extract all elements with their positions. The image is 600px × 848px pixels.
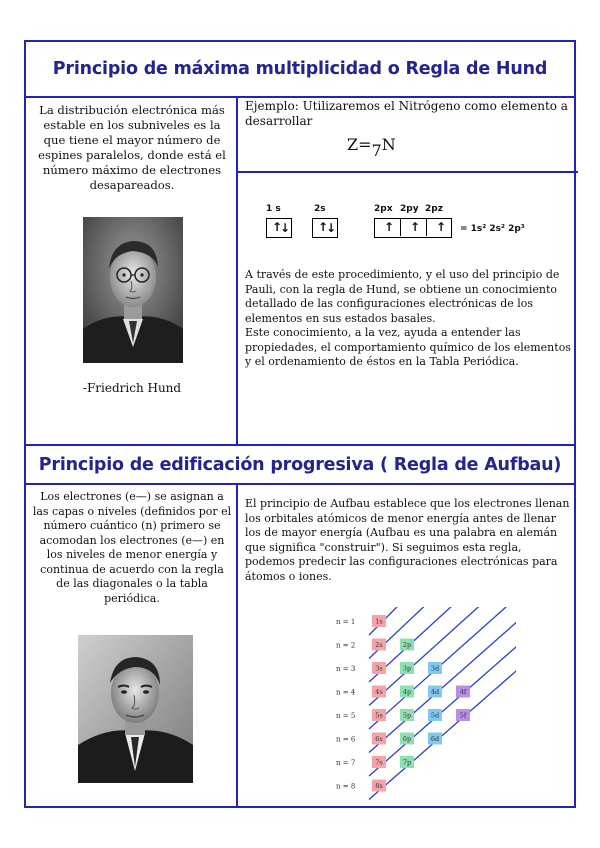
aufbau-level-label: n = 7 bbox=[336, 759, 356, 767]
aufbau-orbital-label: 6p bbox=[402, 735, 412, 743]
hund-title: Principio de máxima multiplicidad o Regla de Hund bbox=[52, 59, 548, 79]
label-2pz: 2pz bbox=[425, 204, 443, 214]
hund-definition: La distribución electrónica más estable en los subniveles es la que tiene el mayor número de espines paralelos, donde está el número máximo de electrones desapareados. bbox=[38, 103, 226, 192]
aufbau-level-label: n = 1 bbox=[336, 618, 356, 626]
aufbau-orbital-label: 4f bbox=[459, 688, 467, 696]
friedrich-hund-photo bbox=[83, 217, 183, 363]
page-frame bbox=[24, 40, 576, 808]
label-2py: 2py bbox=[400, 204, 419, 214]
aufbau-level-label: n = 5 bbox=[336, 712, 356, 720]
aufbau-level-label: n = 2 bbox=[336, 641, 356, 650]
divider bbox=[26, 483, 574, 485]
scientist-photo bbox=[78, 635, 193, 783]
aufbau-orbital-label: 7p bbox=[402, 758, 412, 767]
aufbau-orbital-label: 5f bbox=[459, 711, 467, 720]
hund-photo-caption: -Friedrich Hund bbox=[82, 381, 182, 395]
aufbau-orbital-label: 2s bbox=[375, 641, 383, 649]
hund-explanation-1: A través de este procedimiento, y el uso del principio de Pauli, con la regla de Hund, se obtiene un conocimiento detallado de las configuraciones electrónicas de los elementos en sus estados basales. bbox=[245, 268, 560, 325]
aufbau-orbital-label: 3p bbox=[402, 664, 412, 673]
orbital-diagram bbox=[264, 202, 574, 252]
aufbau-orbital-label: 4s bbox=[375, 688, 383, 696]
aufbau-orbital-label: 5s bbox=[375, 711, 383, 720]
aufbau-orbital-label: 4d bbox=[430, 688, 440, 696]
aufbau-orbital-label: 1s bbox=[375, 617, 383, 626]
label-1s: 1 s bbox=[266, 204, 281, 214]
orbital-box-1s: ↑ ↓ bbox=[266, 218, 292, 238]
aufbau-level-label: n = 3 bbox=[336, 665, 356, 673]
element-symbol: N bbox=[381, 135, 396, 154]
aufbau-diagram bbox=[336, 607, 516, 802]
aufbau-orbital-label: 3d bbox=[430, 664, 440, 673]
aufbau-orbital-label: 4p bbox=[402, 688, 412, 696]
aufbau-orbital-label: 5d bbox=[430, 711, 440, 720]
aufbau-orbital-label: 7s bbox=[375, 758, 383, 767]
electron-configuration: = 1s² 2s² 2p³ bbox=[460, 224, 525, 234]
symbol-prefix: Z= bbox=[347, 135, 372, 154]
divider bbox=[236, 171, 578, 173]
aufbau-left-text: Los electrones (e—) se asignan a las capas o niveles (definidos por el número cuántico (n) primero se acomodan los electrones (e—) en los niveles de menor energía y continua de acuerdo con la regla de las diagonales o la tabla periódica. bbox=[32, 490, 232, 605]
divider bbox=[236, 483, 238, 808]
aufbau-orbital-label: 6d bbox=[430, 735, 440, 743]
divider bbox=[26, 96, 574, 98]
aufbau-orbital-label: 8s bbox=[375, 782, 383, 790]
nitrogen-symbol bbox=[347, 135, 396, 160]
label-2s: 2s bbox=[314, 204, 326, 214]
hund-example-text: Ejemplo: Utilizaremos el Nitrógeno como elemento a desarrollar bbox=[245, 99, 568, 128]
orbital-box-2s: ↑ ↓ bbox=[312, 218, 338, 238]
aufbau-title: Principio de edificación progresiva ( Regla de Aufbau) bbox=[38, 455, 562, 475]
aufbau-level-label: n = 4 bbox=[336, 688, 356, 697]
label-2px: 2px bbox=[374, 204, 393, 214]
hund-explanation-2: Este conocimiento, a la vez, ayuda a entender las propiedades, el comportamiento químico de los elementos y el ordenamiento de éstos en la Tabla Periódica. bbox=[245, 326, 571, 368]
aufbau-orbital-label: 5p bbox=[402, 711, 412, 720]
divider bbox=[236, 96, 238, 444]
aufbau-right-text: El principio de Aufbau establece que los electrones llenan los orbitales atómicos de menor energía antes de llenar los de mayor energía (Aufbau es una palabra en alemán que significa "construir"). Si seguimos esta regla, podemos predecir las configuraciones electrónicas para átomos o iones. bbox=[245, 497, 570, 583]
aufbau-level-label: n = 6 bbox=[336, 735, 356, 744]
divider bbox=[26, 444, 574, 446]
aufbau-diagonal bbox=[369, 607, 516, 752]
aufbau-orbital-label: 2p bbox=[402, 641, 412, 649]
atomic-number: 7 bbox=[371, 141, 382, 160]
aufbau-level-label: n = 8 bbox=[336, 782, 356, 791]
aufbau-diagonal bbox=[369, 611, 516, 776]
orbital-box-2p: ↑ ↑ ↑ bbox=[374, 218, 452, 238]
aufbau-orbital-label: 6s bbox=[375, 735, 383, 743]
aufbau-orbital-label: 3s bbox=[375, 664, 383, 673]
